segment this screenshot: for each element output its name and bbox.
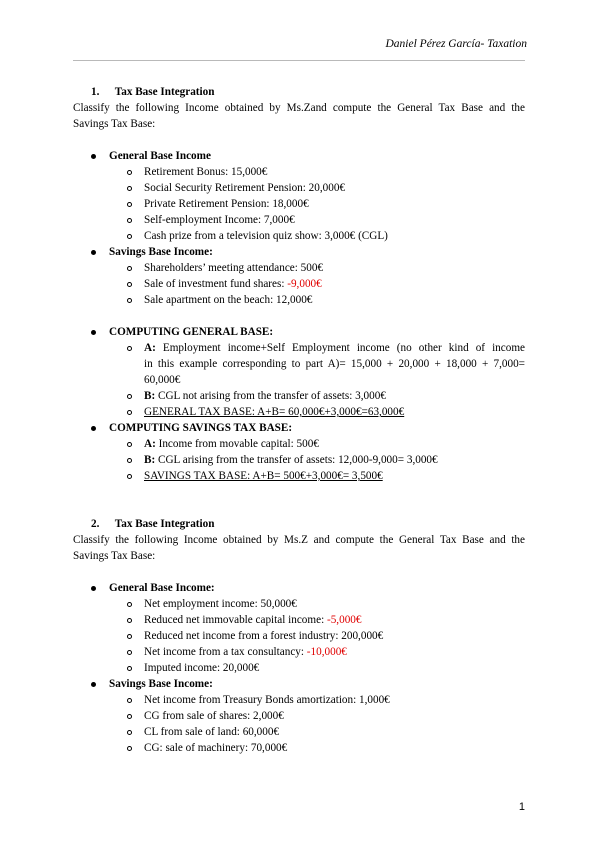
circle-bullet-icon <box>127 474 132 479</box>
circle-bullet-icon <box>127 650 132 655</box>
bullet-icon <box>91 426 96 431</box>
list-item: CG: sale of machinery: 70,000€ <box>127 740 287 756</box>
circle-bullet-icon <box>127 170 132 175</box>
circle-bullet-icon <box>127 186 132 191</box>
savings-tax-base-total: SAVINGS TAX BASE: A+B= 500€+3,000€= 3,500€ <box>127 468 383 484</box>
bullet-icon <box>91 330 96 335</box>
list-item: CL from sale of land: 60,000€ <box>127 724 279 740</box>
header-rule <box>73 60 525 61</box>
section-1-intro-line2: Savings Tax Base: <box>73 118 156 130</box>
section-2-title: Tax Base Integration <box>114 518 215 530</box>
computing-general-heading: COMPUTING GENERAL BASE: <box>91 324 273 340</box>
bullet-icon <box>91 682 96 687</box>
computing-savings-b: B: CGL arising from the transfer of assets: 12,000-9,000= 3,000€ <box>127 452 438 468</box>
circle-bullet-icon <box>127 266 132 271</box>
list-item: Social Security Retirement Pension: 20,000€ <box>127 180 345 196</box>
list-item: Net income from Treasury Bonds amortization: 1,000€ <box>127 692 390 708</box>
circle-bullet-icon <box>127 746 132 751</box>
general-base-heading: General Base Income <box>91 148 211 164</box>
section-1-heading <box>91 84 214 100</box>
section-1-intro-line1: Classify the following Income obtained by Ms.Zand compute the General Tax Base and the <box>73 102 525 114</box>
section-2-number: 2. <box>91 518 100 530</box>
list-item: Reduced net income from a forest industry: 200,000€ <box>127 628 383 644</box>
general-tax-base-total: GENERAL TAX BASE: A+B= 60,000€+3,000€=63,000€ <box>127 404 404 420</box>
circle-bullet-icon <box>127 730 132 735</box>
circle-bullet-icon <box>127 202 132 207</box>
list-item: Retirement Bonus: 15,000€ <box>127 164 267 180</box>
section-1-number: 1. <box>91 86 100 98</box>
circle-bullet-icon <box>127 602 132 607</box>
bullet-icon <box>91 154 96 159</box>
computing-general-b: B: CGL not arising from the transfer of assets: 3,000€ <box>127 388 386 404</box>
circle-bullet-icon <box>127 282 132 287</box>
circle-bullet-icon <box>127 458 132 463</box>
list-item: Shareholders’ meeting attendance: 500€ <box>127 260 323 276</box>
savings-base-heading-2: Savings Base Income: <box>91 676 213 692</box>
list-item: Net employment income: 50,000€ <box>127 596 297 612</box>
list-item: Cash prize from a television quiz show: 3,000€ (CGL) <box>127 228 388 244</box>
circle-bullet-icon <box>127 234 132 239</box>
negative-value: -10,000€ <box>306 646 347 658</box>
page-header: Daniel Pérez García- Taxation <box>385 38 527 50</box>
list-item: Self-employment Income: 7,000€ <box>127 212 295 228</box>
section-2-intro-line1: Classify the following Income obtained by Ms.Z and compute the General Tax Base and the <box>73 534 525 546</box>
savings-base-heading: Savings Base Income: <box>91 244 213 260</box>
computing-savings-a: A: Income from movable capital: 500€ <box>127 436 319 452</box>
circle-bullet-icon <box>127 634 132 639</box>
list-item: Private Retirement Pension: 18,000€ <box>127 196 309 212</box>
list-item: Imputed income: 20,000€ <box>127 660 259 676</box>
list-item: Sale of investment fund shares: -9,000€ <box>127 276 322 292</box>
circle-bullet-icon <box>127 618 132 623</box>
general-base-heading-2: General Base Income: <box>91 580 215 596</box>
section-1-title: Tax Base Integration <box>114 86 215 98</box>
list-item: Reduced net immovable capital income: -5,000€ <box>127 612 361 628</box>
circle-bullet-icon <box>127 666 132 671</box>
computing-general-a: A: Employment income+Self Employment income (no other kind of income in this example corresponding to part A)= 15,000 + 20,000 + 18,000 + 7,000= 60,000€ <box>127 340 525 388</box>
page-number: 1 <box>518 801 525 813</box>
circle-bullet-icon <box>127 394 132 399</box>
bullet-icon <box>91 586 96 591</box>
circle-bullet-icon <box>127 698 132 703</box>
negative-value: -9,000€ <box>287 278 322 290</box>
bullet-icon <box>91 250 96 255</box>
list-item: Net income from a tax consultancy: -10,000€ <box>127 644 347 660</box>
circle-bullet-icon <box>127 442 132 447</box>
section-2-heading <box>91 516 214 532</box>
computing-savings-heading: COMPUTING SAVINGS TAX BASE: <box>91 420 292 436</box>
circle-bullet-icon <box>127 346 132 351</box>
list-item: CG from sale of shares: 2,000€ <box>127 708 284 724</box>
section-2-intro-line2: Savings Tax Base: <box>73 550 156 562</box>
circle-bullet-icon <box>127 410 132 415</box>
circle-bullet-icon <box>127 298 132 303</box>
negative-value: -5,000€ <box>326 614 362 626</box>
circle-bullet-icon <box>127 714 132 719</box>
circle-bullet-icon <box>127 218 132 223</box>
list-item: Sale apartment on the beach: 12,000€ <box>127 292 312 308</box>
